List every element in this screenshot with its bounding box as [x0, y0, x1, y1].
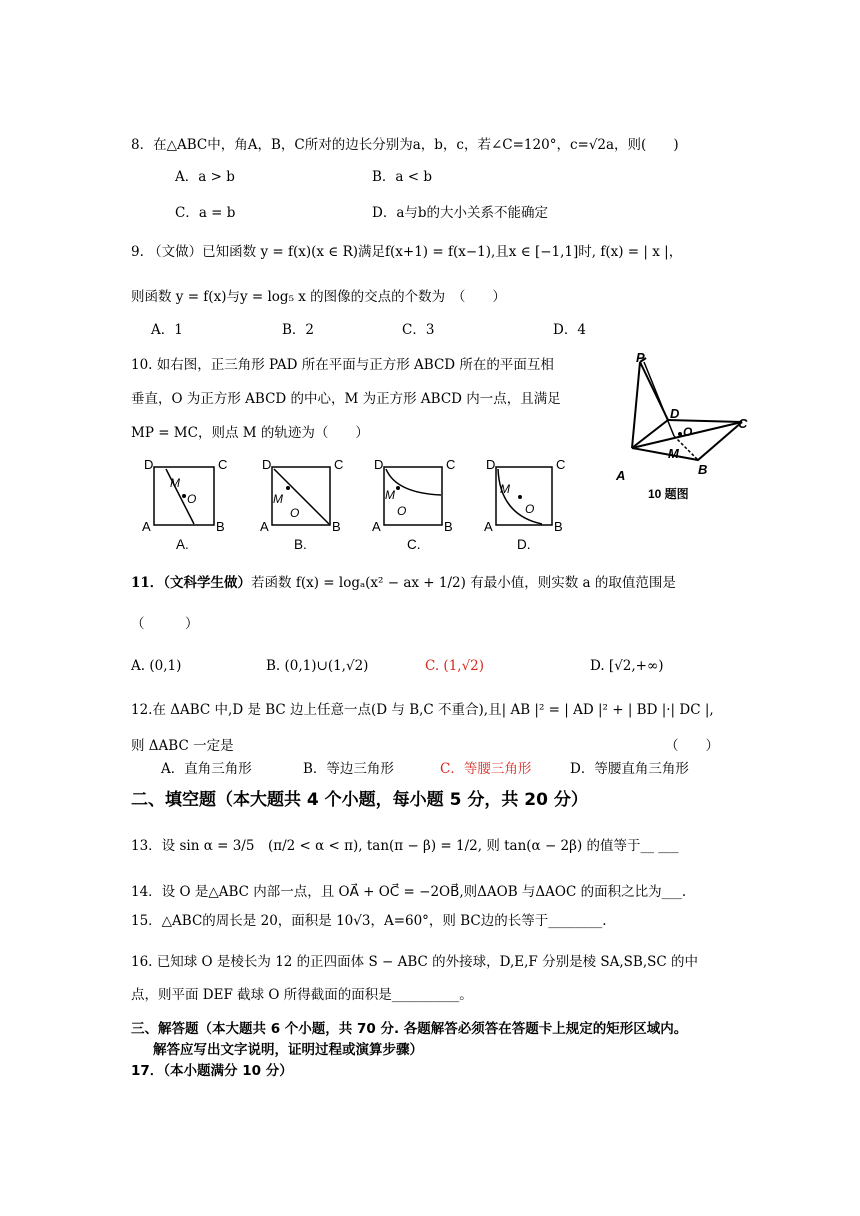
- q15: 15．△ABC的周长是 20，面积是 10√3，A=60°，则 BC边的长等于________.: [131, 913, 607, 929]
- q8-option-c: C．a = b: [175, 205, 236, 221]
- q11-text: 若函数 f(x) = logₐ(x² − ax + 1/2) 有最小值，则实数 a 的取值范围是: [251, 575, 676, 591]
- svg-text:D: D: [374, 457, 384, 472]
- q10-option-figures: [140, 455, 570, 555]
- svg-text:O: O: [397, 504, 407, 518]
- svg-text:O: O: [683, 425, 693, 439]
- svg-text:B: B: [698, 462, 708, 477]
- q10-option-a-label: A.: [176, 537, 189, 552]
- q9-option-b: B．2: [282, 322, 315, 338]
- q10-figure-d: [484, 457, 565, 534]
- svg-text:O: O: [290, 506, 300, 520]
- svg-text:A: A: [372, 519, 381, 534]
- q11-line2: （ ）: [131, 616, 199, 632]
- q9-line2: 则函数 y = f(x)与y = log₅ x 的图像的交点的个数为 （ ）: [131, 289, 506, 305]
- q12-option-d: D．等腰直角三角形: [570, 761, 689, 777]
- q11-head: 11．（文科学生做）: [131, 575, 252, 591]
- q12-option-b: B．等边三角形: [303, 761, 394, 777]
- svg-text:C: C: [556, 457, 566, 472]
- q8-option-d: D．a与b的大小关系不能确定: [372, 205, 549, 221]
- svg-text:A: A: [142, 519, 151, 534]
- svg-text:M: M: [668, 446, 679, 461]
- q12-line2: 则 ΔABC 一定是: [131, 738, 234, 754]
- q10-figure-b: [260, 457, 343, 534]
- q10-line1: 10. 如右图，正三角形 PAD 所在平面与正方形 ABCD 所在的平面互相: [131, 357, 554, 373]
- svg-text:M: M: [170, 476, 180, 490]
- q10-line3: MP = MC，则点 M 的轨迹为（ ）: [131, 425, 369, 441]
- q10-figure-a: [142, 457, 227, 534]
- svg-text:P: P: [636, 350, 645, 365]
- q12-line1: 12.在 ΔABC 中,D 是 BC 边上任意一点(D 与 B,C 不重合),且| AB |² = | AD |² + | BD |·| DC |,: [131, 702, 714, 718]
- q16-line1: 16. 已知球 O 是棱长为 12 的正四面体 S − ABC 的外接球，D,E,F 分别是棱 SA,SB,SC 的中: [131, 954, 698, 970]
- q8-option-b: B．a < b: [372, 169, 433, 185]
- svg-text:D: D: [486, 457, 496, 472]
- q11-option-c: C. (1,√2): [425, 658, 485, 674]
- section3-subheading: 解答应写出文字说明，证明过程或演算步骤）: [153, 1042, 423, 1058]
- q11-option-a: A. (0,1): [131, 658, 182, 674]
- svg-text:O: O: [525, 502, 535, 516]
- svg-text:C: C: [738, 416, 748, 431]
- svg-text:A: A: [616, 468, 626, 483]
- q12-paren: （ ）: [665, 738, 719, 754]
- q9-option-c: C．3: [402, 322, 435, 338]
- svg-text:A: A: [484, 519, 493, 534]
- q17-heading: 17．（本小题满分 10 分）: [131, 1063, 293, 1079]
- q16-line2: 点，则平面 DEF 截球 O 所得截面的面积是__________。: [131, 987, 473, 1003]
- q11-option-b: B. (0,1)∪(1,√2): [266, 658, 369, 674]
- q10-option-c-label: C.: [407, 537, 421, 552]
- q9-option-a: A．1: [151, 322, 183, 338]
- svg-text:O: O: [187, 492, 197, 506]
- q8-option-a: A．a > b: [175, 169, 235, 185]
- svg-text:B: B: [444, 519, 453, 534]
- svg-text:M: M: [500, 482, 510, 496]
- svg-text:B: B: [332, 519, 341, 534]
- q10-3d-figure: [610, 348, 760, 508]
- q11-option-d: D. [√2,+∞): [590, 658, 664, 674]
- q10-option-b-label: B.: [294, 537, 307, 552]
- q10-figure-caption: 10 题图: [648, 487, 689, 501]
- svg-text:C: C: [446, 457, 456, 472]
- q10-line2: 垂直，O 为正方形 ABCD 的中心，M 为正方形 ABCD 内一点，且满足: [131, 391, 561, 407]
- svg-text:A: A: [260, 519, 269, 534]
- q14: 14．设 O 是△ABC 内部一点，且 OA⃗ + OC⃗ = −2OB⃗,则ΔAOB 与ΔAOC 的面积之比为___.: [131, 884, 687, 900]
- svg-text:D: D: [144, 457, 154, 472]
- q12-option-c: C．等腰三角形: [440, 761, 532, 777]
- section2-heading: 二、填空题（本大题共 4 个小题，每小题 5 分，共 20 分）: [131, 790, 588, 810]
- svg-text:B: B: [216, 519, 225, 534]
- q10-figure-c: [372, 457, 455, 534]
- svg-text:M: M: [385, 488, 395, 502]
- svg-text:B: B: [554, 519, 563, 534]
- q10-option-d-label: D.: [517, 537, 531, 552]
- q12-option-a: A．直角三角形: [161, 761, 252, 777]
- q9-line1: 9. （文做）已知函数 y = f(x)(x ∈ R)满足f(x+1) = f(x−1),且x ∈ [−1,1]时, f(x) = | x |，: [131, 244, 683, 260]
- q13: 13．设 sin α = 3/5 (π/2 < α < π), tan(π − β) = 1/2, 则 tan(α − 2β) 的值等于__ ___: [131, 838, 679, 854]
- q8-stem: 8．在△ABC中，角A，B，C所对的边长分别为a，b，c，若∠C=120°，c=√2a，则( ): [131, 137, 679, 153]
- svg-text:C: C: [334, 457, 344, 472]
- q11-line1: [131, 573, 676, 593]
- q9-option-d: D．4: [553, 322, 586, 338]
- svg-text:D: D: [262, 457, 272, 472]
- section3-heading: 三、解答题（本大题共 6 个小题，共 70 分. 各题解答必须答在答题卡上规定的矩形区域内。: [131, 1021, 688, 1037]
- svg-text:C: C: [218, 457, 228, 472]
- svg-text:M: M: [273, 492, 283, 506]
- svg-text:D: D: [670, 406, 680, 421]
